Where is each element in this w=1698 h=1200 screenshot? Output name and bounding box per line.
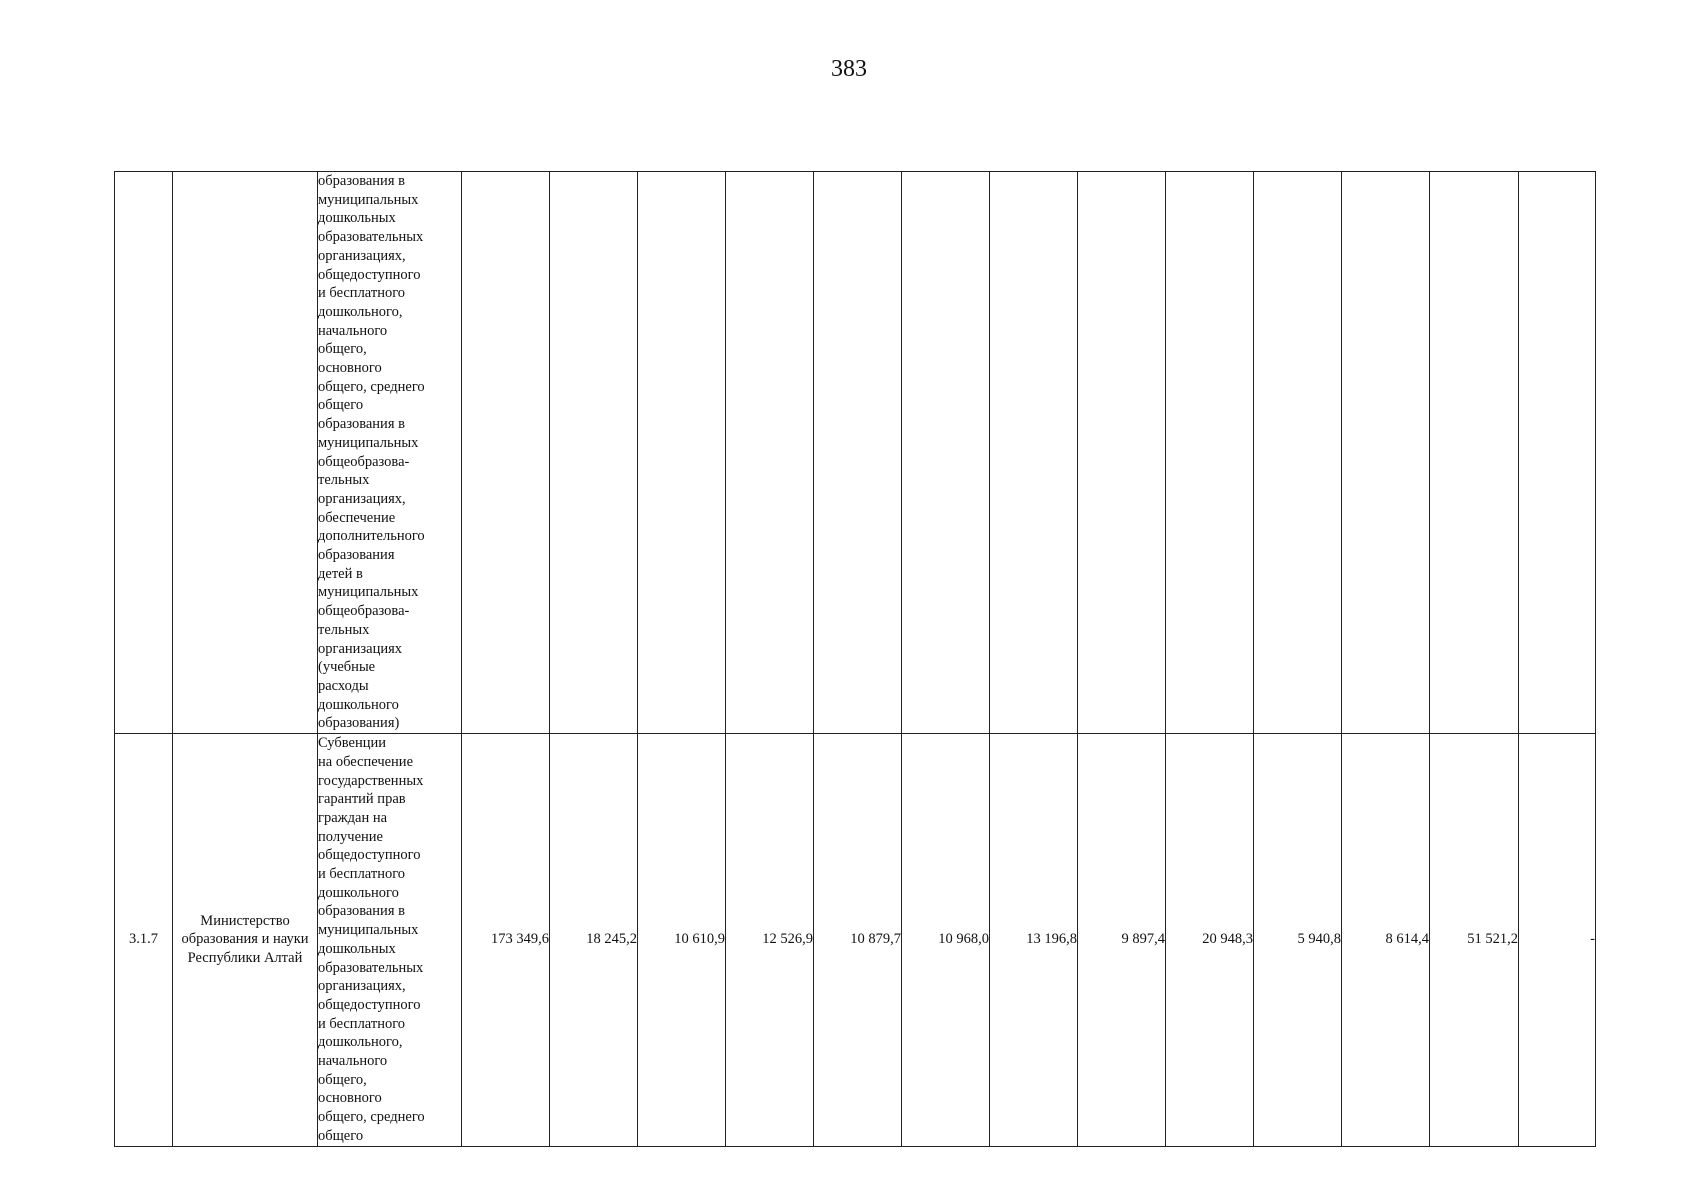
row-code: [115, 172, 173, 734]
value-cell: [990, 172, 1078, 734]
value-cell: [638, 172, 726, 734]
value-cell: [550, 172, 638, 734]
value-cell: 8 614,4: [1342, 734, 1430, 1146]
value-cell: [814, 172, 902, 734]
value-cell: 51 521,2: [1430, 734, 1519, 1146]
value-cell: [1430, 172, 1519, 734]
value-cell: -: [1519, 734, 1596, 1146]
value-cell: 10 879,7: [814, 734, 902, 1146]
table-row: [115, 172, 1596, 734]
value-cell: [1078, 172, 1166, 734]
value-cell: 13 196,8: [990, 734, 1078, 1146]
value-cell: 18 245,2: [550, 734, 638, 1146]
value-cell: [1254, 172, 1342, 734]
page-number: 383: [831, 56, 867, 82]
value-cell: 12 526,9: [726, 734, 814, 1146]
budget-table: [114, 171, 1596, 1147]
value-cell: [1166, 172, 1254, 734]
value-cell: 10 610,9: [638, 734, 726, 1146]
row-organization: Министерство образования и науки Республики Алтай: [173, 734, 318, 1146]
value-cell: [1342, 172, 1430, 734]
value-cell: 5 940,8: [1254, 734, 1342, 1146]
row-organization: [173, 172, 318, 734]
row-code: 3.1.7: [115, 734, 173, 1146]
value-cell: 10 968,0: [902, 734, 990, 1146]
row-description: Субвенции на обеспечение государственных гарантий прав граждан на получение общедоступного и бесплатного дошкольного образования в муниципальных дошкольных образовательных организациях, общедоступного и бесплатного дошкольного, начального общего, основного общего, среднего общего: [318, 734, 462, 1146]
row-description: образования в муниципальных дошкольных образовательных организациях, общедоступного и бесплатного дошкольного, начального общего, основного общего, среднего общего образования в муниципальных общеобразова- тельных организациях, обеспечение дополнительного образования детей в муниципальных общеобразова- тельных организациях (учебные расходы дошкольного образования): [318, 172, 462, 734]
table-row: [115, 734, 1596, 1146]
value-cell: 173 349,6: [462, 734, 550, 1146]
value-cell: [1519, 172, 1596, 734]
value-cell: [902, 172, 990, 734]
value-cell: 20 948,3: [1166, 734, 1254, 1146]
value-cell: [726, 172, 814, 734]
value-cell: 9 897,4: [1078, 734, 1166, 1146]
value-cell: [462, 172, 550, 734]
